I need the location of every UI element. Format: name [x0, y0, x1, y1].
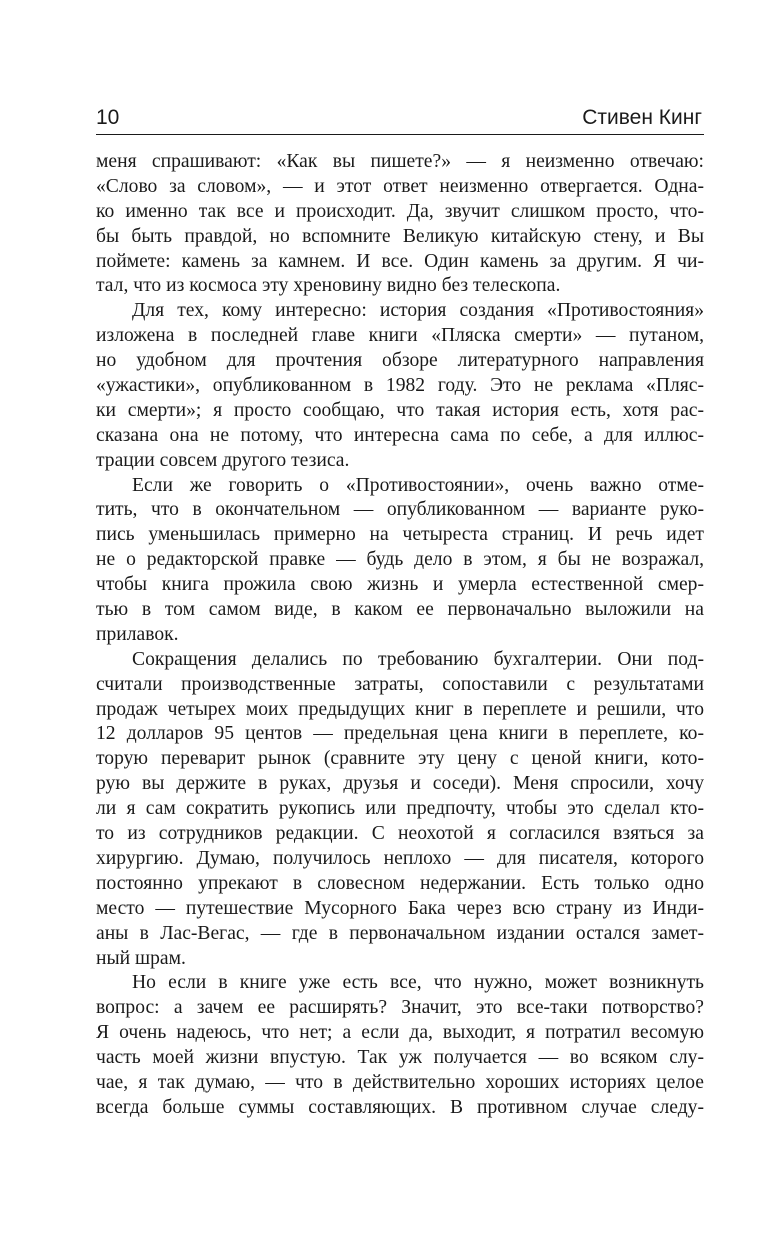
text-line: тал, что из космоса эту хреновину видно без телескопа.: [96, 275, 561, 297]
text-line: аны в Лас-Вегас, — где в первоначальном издании остался замет-: [96, 922, 704, 944]
text-line: поймете: камень за камнем. И все. Один камень за другим. Я чи-: [96, 250, 704, 272]
text-line: Но если в книге уже есть все, что нужно, может возникнуть: [132, 972, 704, 994]
text-line: изложена в последней главе книги «Пляска смерти» — путаном,: [96, 325, 704, 347]
running-title: Стивен Кинг: [582, 106, 702, 129]
text-line: часть моей жизни впустую. Так уж получается — во всяком слу-: [96, 1047, 704, 1069]
text-line: рую вы держите в руках, друзья и соседи). Меня спросили, хочу: [96, 773, 704, 795]
text-line: «Слово за словом», — и этот ответ неизменно отвергается. Одна-: [96, 175, 704, 197]
text-line: чтобы книга прожила свою жизнь и умерла естественной смер-: [96, 574, 704, 596]
text-line: Если же говорить о «Противостоянии», очень важно отме-: [132, 474, 704, 496]
text-line: торую переварит рынок (сравните эту цену с ценой книги, кото-: [96, 748, 704, 770]
text-line: продаж четырех моих предыдущих книг в переплете и решили, что: [96, 698, 704, 720]
text-line: сказана она не потому, что интересна сама по себе, а для иллюс-: [96, 424, 704, 446]
text-line: бы быть правдой, но вспомните Великую китайскую стену, и Вы: [96, 225, 704, 247]
text-line: Для тех, кому интересно: история создания «Противостояния»: [132, 300, 704, 322]
text-line: меня спрашивают: «Как вы пишете?» — я неизменно отвечаю:: [96, 151, 704, 172]
text-line: считали производственные затраты, сопоставили с результатами: [96, 673, 704, 695]
text-line: пись уменьшилась примерно на четыреста страниц. И речь идет: [96, 524, 704, 546]
text-line: ли я сам сократить рукопись или предпочту, чтобы это сделал кто-: [96, 798, 704, 820]
paragraph: [96, 474, 704, 648]
page-number: 10: [96, 106, 120, 129]
text-line: «ужастики», опубликованном в 1982 году. Это не реклама «Пляс-: [96, 375, 704, 397]
text-line: место — путешествие Мусорного Бака через всю страну из Инди-: [96, 897, 704, 919]
text-line: всегда больше суммы составляющих. В противном случае следу-: [96, 1096, 704, 1118]
body-text: [96, 150, 704, 1121]
paragraph: [96, 648, 704, 972]
text-line: постоянно упрекают в словесном недержании. Есть только одно: [96, 872, 704, 894]
paragraph: [96, 971, 704, 1120]
text-line: тить, что в окончательном — опубликованном — варианте руко-: [96, 499, 704, 521]
text-line: прилавок.: [96, 623, 179, 645]
text-line: то из сотрудников редакции. С неохотой я согласился взяться за: [96, 823, 704, 845]
paragraph: [96, 150, 704, 299]
text-line: чае, я так думаю, — что в действительно хороших историях целое: [96, 1071, 704, 1093]
text-line: хирургию. Думаю, получилось неплохо — для писателя, которого: [96, 847, 704, 869]
text-line: трации совсем другого тезиса.: [96, 449, 350, 471]
text-line: ный шрам.: [96, 947, 186, 969]
text-line: но удобном для прочтения обзоре литературного направления: [96, 350, 704, 372]
page-header: [96, 104, 704, 135]
paragraph: [96, 299, 704, 473]
text-line: 12 долларов 95 центов — предельная цена книги в переплете, ко-: [96, 723, 704, 745]
text-line: тью в том самом виде, в каком ее первоначально выложили на: [96, 599, 704, 621]
text-line: не о редакторской правке — будь дело в этом, я бы не возражал,: [96, 549, 704, 571]
text-line: Сокращения делались по требованию бухгалтерии. Они под-: [132, 648, 704, 670]
text-line: Я очень надеюсь, что нет; а если да, выходит, я потратил весомую: [96, 1022, 704, 1044]
text-line: ко именно так все и происходит. Да, звучит слишком просто, что-: [96, 200, 704, 222]
text-line: ки смерти»; я просто сообщаю, что такая история есть, хотя рас-: [96, 399, 704, 421]
text-line: вопрос: а зачем ее расширять? Значит, это все-таки потворство?: [96, 997, 704, 1019]
